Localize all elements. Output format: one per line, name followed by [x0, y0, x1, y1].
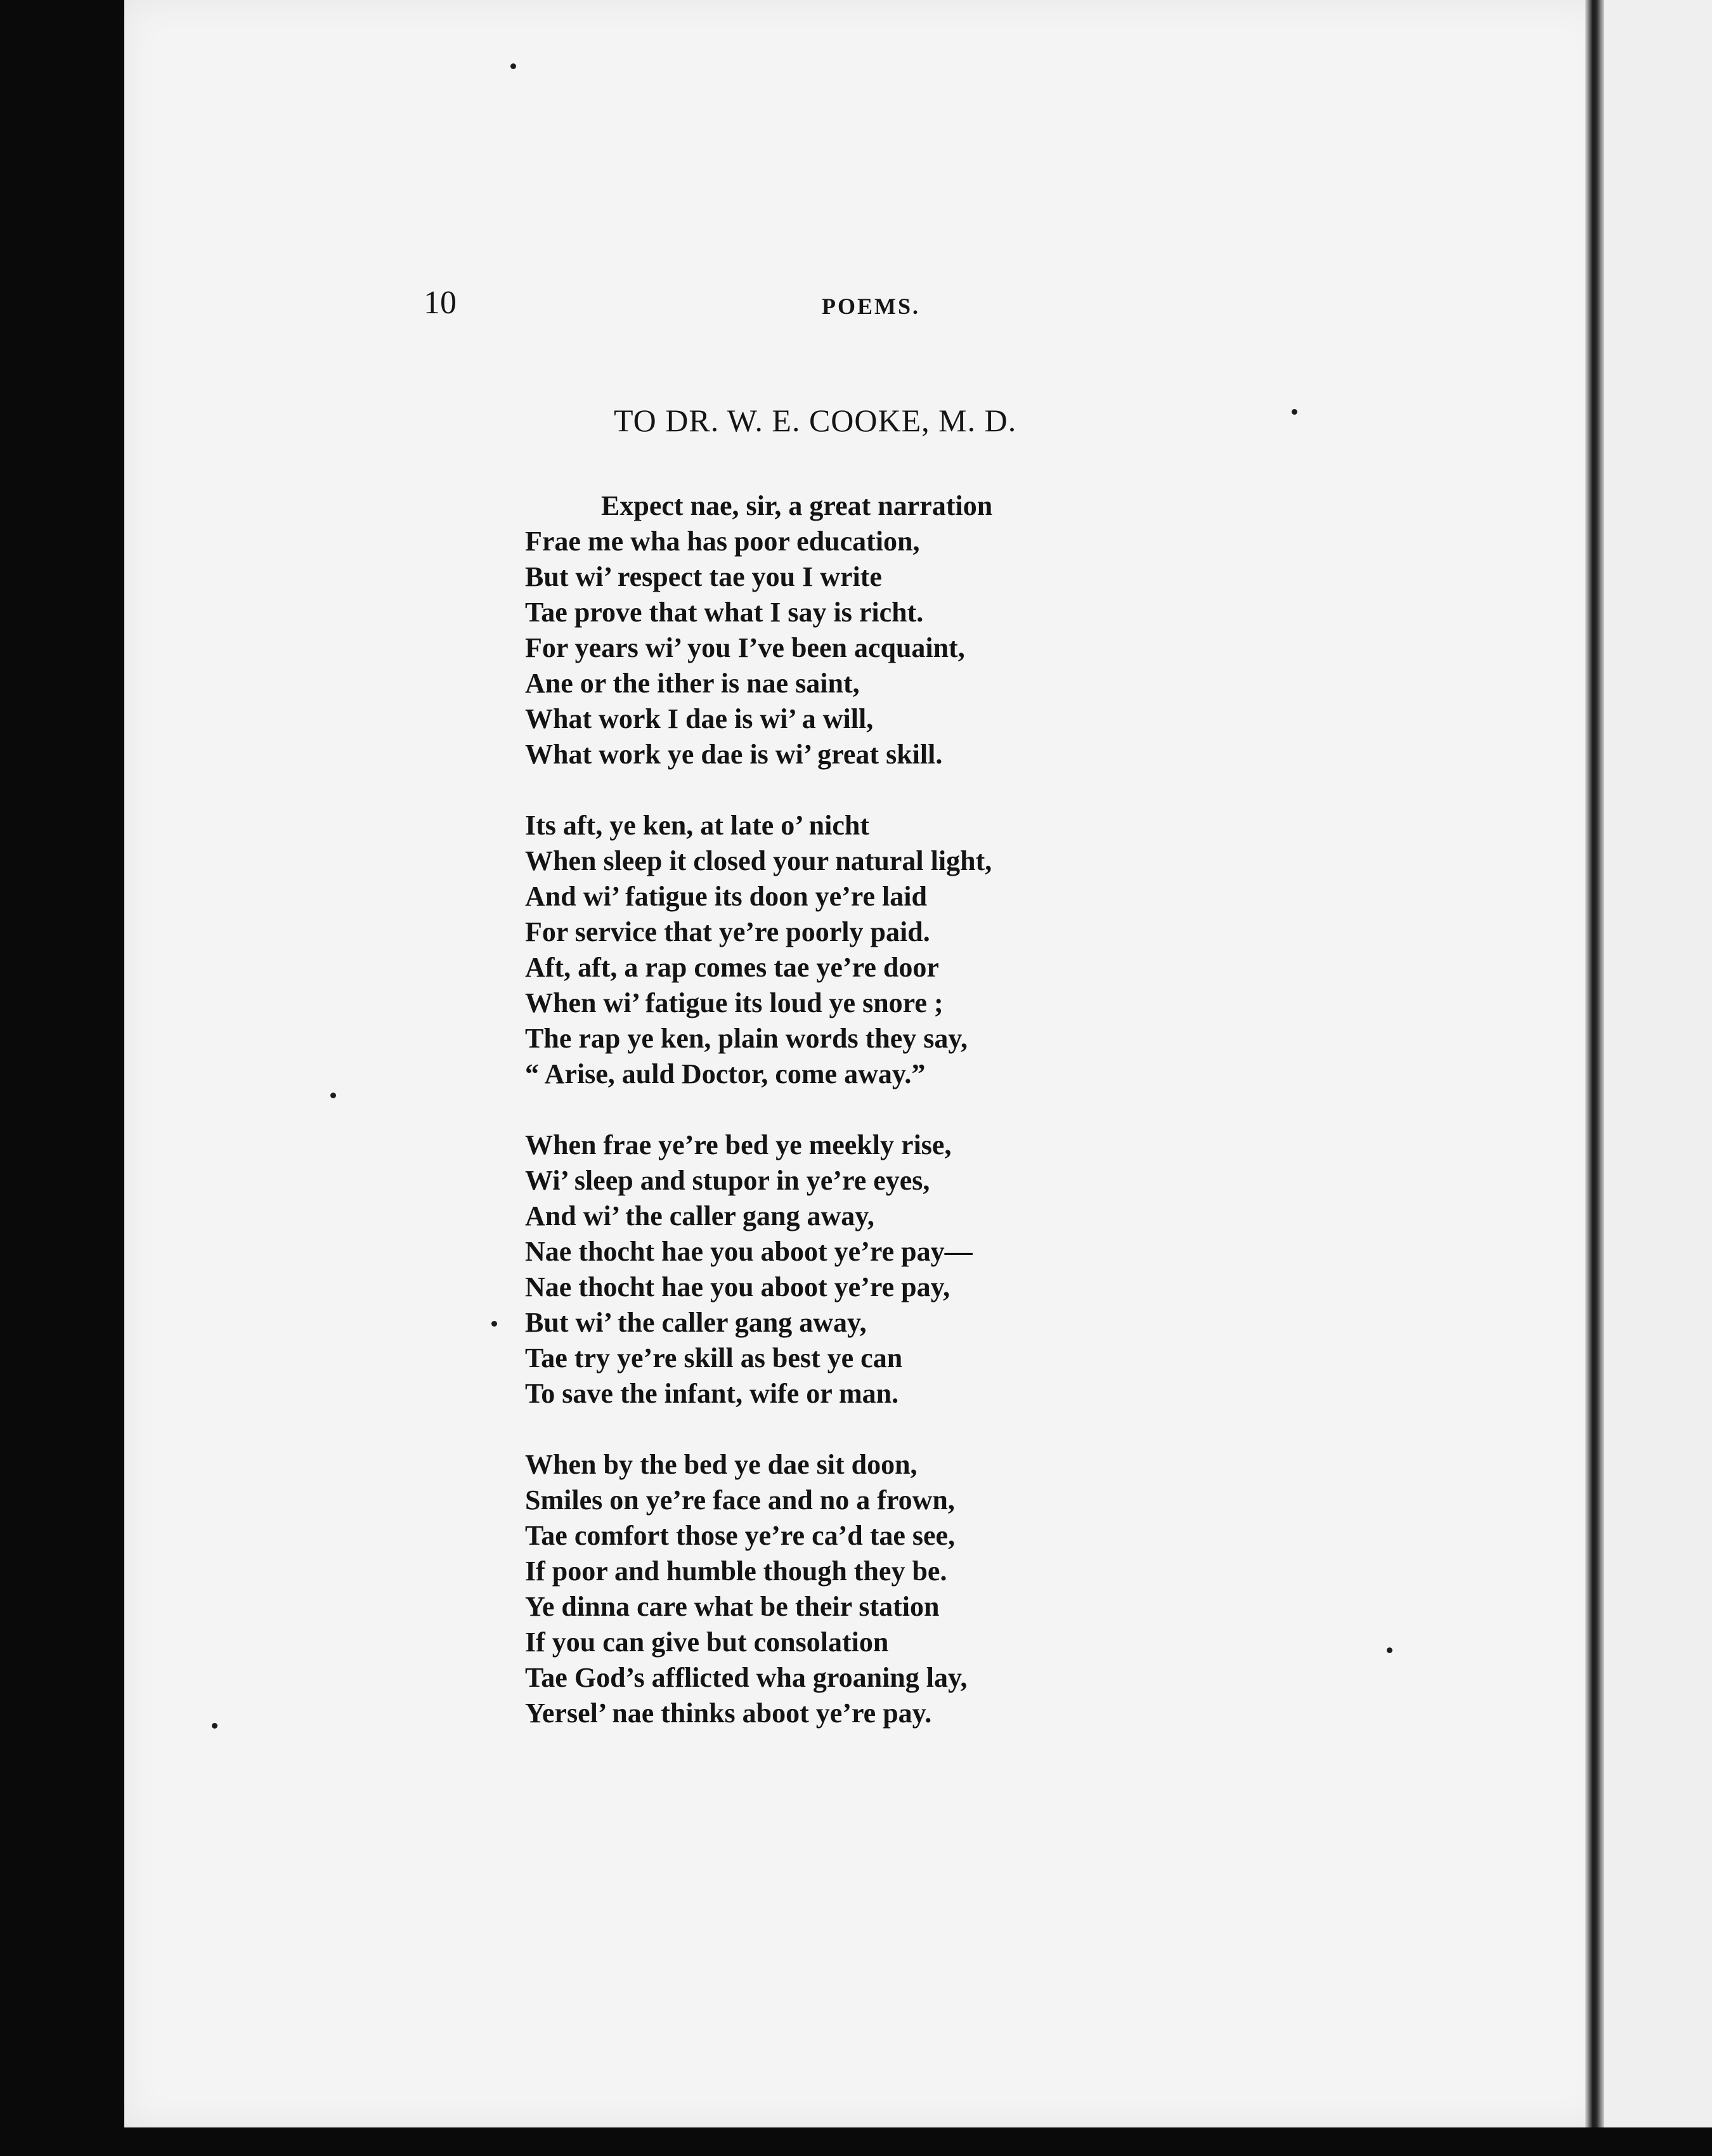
poem-line: For service that ye’re poorly paid. — [525, 916, 930, 947]
poem-line: “ Arise, auld Doctor, come away.” — [525, 1058, 926, 1089]
poem-line: When by the bed ye dae sit doon, — [525, 1449, 918, 1480]
poem-line: Nae thocht hae you aboot ye’re pay, — [525, 1271, 950, 1302]
poem-line: What work I dae is wi’ a will, — [525, 703, 874, 734]
scan-speck — [1387, 1647, 1392, 1653]
poem-line: If you can give but consolation — [525, 1627, 889, 1658]
poem-line: Its aft, ye ken, at late o’ nicht — [525, 810, 869, 841]
running-head: POEMS. — [822, 294, 921, 319]
scan-speck — [330, 1093, 336, 1098]
poem-line: But wi’ the caller gang away, — [525, 1307, 867, 1338]
book-gutter — [1585, 0, 1604, 2127]
scan-border — [124, 2127, 1712, 2156]
poem-line: And wi’ the caller gang away, — [525, 1200, 874, 1231]
poem-line: Tae comfort those ye’re ca’d tae see, — [525, 1520, 956, 1551]
poem-line: Yersel’ nae thinks aboot ye’re pay. — [525, 1698, 932, 1729]
poem-line: For years wi’ you I’ve been acquaint, — [525, 632, 965, 663]
page-number: 10 — [424, 285, 457, 321]
poem-line: Ye dinna care what be their station — [525, 1591, 940, 1622]
poem-line: Ane or the ither is nae saint, — [525, 668, 860, 699]
poem-line: When wi’ fatigue its loud ye snore ; — [525, 987, 944, 1018]
scan-speck — [491, 1321, 497, 1327]
poem-body — [525, 488, 1286, 1767]
poem-line: And wi’ fatigue its doon ye’re laid — [525, 881, 927, 912]
poem-line: Tae try ye’re skill as best ye can — [525, 1342, 903, 1373]
scan-speck — [510, 63, 516, 69]
poem-line: When frae ye’re bed ye meekly rise, — [525, 1129, 952, 1160]
poem-line: What work ye dae is wi’ great skill. — [525, 739, 943, 770]
stanza-3 — [525, 1127, 1286, 1412]
poem-line: The rap ye ken, plain words they say, — [525, 1023, 968, 1054]
poem-line: Aft, aft, a rap comes tae ye’re door — [525, 952, 939, 983]
facing-page-edge — [1604, 0, 1712, 2127]
scan-speck — [212, 1723, 217, 1729]
scan-speck — [1292, 409, 1297, 415]
poem-line: Expect nae, sir, a great narration — [601, 490, 993, 521]
stanza-1 — [525, 488, 1286, 772]
poem-title: TO DR. W. E. COOKE, M. D. — [614, 403, 1017, 438]
stanza-4 — [525, 1447, 1286, 1731]
poem-line: Tae God’s afflicted wha groaning lay, — [525, 1662, 968, 1693]
poem-line: Smiles on ye’re face and no a frown, — [525, 1484, 955, 1516]
poem-line: When sleep it closed your natural light, — [525, 845, 992, 876]
stanza-2 — [525, 808, 1286, 1092]
poem-line: To save the infant, wife or man. — [525, 1378, 899, 1409]
poem-line: Frae me wha has poor education, — [525, 526, 920, 557]
poem-line: Nae thocht hae you aboot ye’re pay— — [525, 1236, 973, 1267]
poem-line: But wi’ respect tae you I write — [525, 561, 882, 592]
poem-line: Tae prove that what I say is richt. — [525, 597, 924, 628]
poem-line: If poor and humble though they be. — [525, 1555, 947, 1587]
poem-line: Wi’ sleep and stupor in ye’re eyes, — [525, 1165, 930, 1196]
